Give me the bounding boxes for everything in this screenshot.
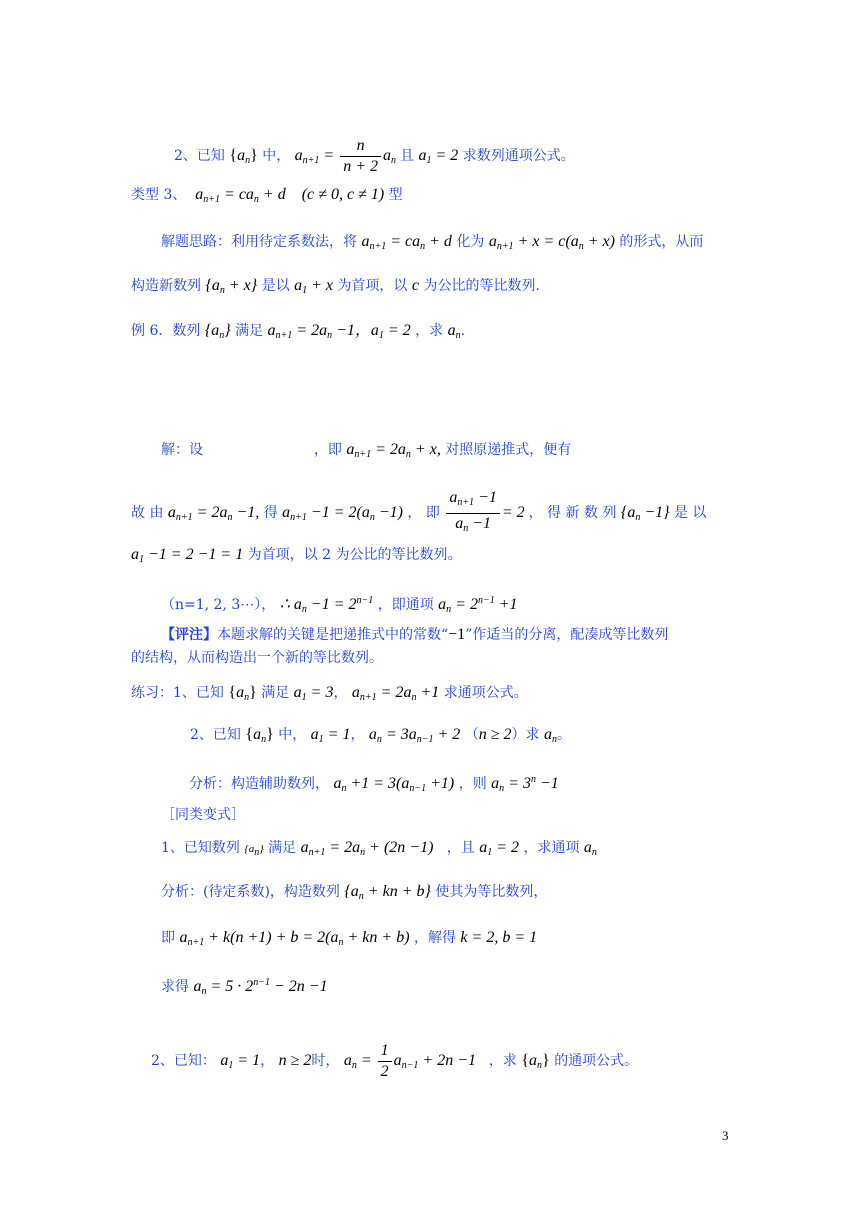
approach-line-1 — [161, 232, 703, 257]
formula-practice-analysis-2: $a_n = 3^n -1$ — [491, 774, 559, 794]
variant-1-analysis — [161, 882, 547, 907]
practice-1-text-b: 满足 — [261, 685, 290, 701]
type3-xing: 型 — [388, 187, 403, 203]
formula-practice-2a: $a_1 = 1$ — [310, 726, 351, 745]
solution-text-d2: 得 — [263, 505, 278, 522]
comment-tag: 【评注】 — [161, 627, 217, 643]
formula-an-3: $a_n$ — [583, 839, 597, 858]
problem-2-label: 2、已知 — [174, 148, 225, 165]
practice-line-2 — [190, 725, 571, 750]
formula-variant-2a: $a_1 = 1$ — [220, 1052, 261, 1072]
variant-2-comma: ， — [260, 1053, 275, 1070]
solution-line-2 — [131, 488, 706, 539]
formula-an-2: $a_n$ — [543, 726, 557, 745]
solution-line-3 — [131, 545, 461, 570]
formula-set-an-3: $\{a_n\}$ — [228, 684, 257, 703]
solution-text-d4: ， 得 新 数 列 — [528, 505, 617, 522]
formula-variant-1f: $a_n = 5 \cdot 2^{n-1} - 2n -1$ — [193, 977, 328, 997]
solution-line-1 — [161, 440, 571, 465]
formula-a1-eq-2: $a_1 = 2$ — [418, 147, 459, 167]
formula-type3: $a_{n+1} = ca_n + d$ (c ≠ 0, c ≠ 1) — [195, 186, 385, 205]
formula-set-an-4: $\{a_n\}$ — [245, 726, 274, 745]
comment-text-3: 的结构，从而构造出一个新的等比数列。 — [131, 650, 383, 666]
solution-text-a: 解：设 — [161, 442, 203, 458]
formula-solution-5: ∴ $a_n -1 = 2^{n-1}$ — [279, 595, 374, 615]
formula-solution-2: $a_{n+1} = 2a_n -1$, — [167, 504, 260, 524]
formula-c: c — [411, 277, 419, 294]
practice-line-1 — [131, 683, 528, 708]
solution-text-b: ，即 — [313, 442, 342, 458]
solution-text-d5: 是 以 — [673, 505, 707, 522]
formula-variant-2b: n ≥ 2 — [278, 1052, 312, 1070]
formula-variant-1a: $a_{n+1} = 2a_n + (2n -1)$ — [300, 839, 434, 858]
formula-set-an: $\{a_n\}$ — [229, 147, 258, 167]
formula-solution-ratio: $\frac{a_{n+1} -1}{a_n -1}$ = 2 — [444, 504, 528, 521]
formula-new-sequence: $\{a_n + x\}$ — [205, 277, 258, 296]
variant-1-analysis-text-b: 使其为等比数列， — [435, 884, 548, 900]
formula-variant-2c: $a_n$ = $\frac{1}{2}$ $a_{n-1} + 2n -1$ — [343, 1042, 476, 1080]
variant-1-text-c: ，且 — [446, 840, 475, 856]
approach-text-3: 的形式，从而 — [619, 234, 704, 250]
problem-2-zhong: 中， — [262, 148, 291, 165]
variant-1-identity-text-a: 即 — [161, 930, 175, 946]
practice-1-text-d: 求通项公式。 — [443, 685, 528, 701]
formula-practice-analysis-1: $a_n +1 = 3(a_{n-1} +1)$ — [333, 775, 455, 794]
comment-text-1: 本题求解的关键是把递推式中的常数“ — [217, 627, 449, 643]
approach-text-6: 为首项，以 — [337, 278, 408, 294]
formula-new-sequence-2: $\{a_n -1\}$ — [620, 504, 670, 524]
formula-variant-1e: k = 2, b = 1 — [460, 929, 538, 946]
type3-line — [131, 185, 403, 210]
variant-2-text-e: 的通项公式。 — [554, 1053, 639, 1070]
formula-practice-2c: n ≥ 2 — [478, 726, 512, 743]
formula-example-6: $a_{n+1} = 2a_n -1$，$a_1 = 2$ — [267, 322, 411, 341]
approach-text-5: 是以 — [261, 278, 290, 294]
practice-1-label: 练习：1、已知 — [131, 685, 224, 701]
variant-1-identity-text-b: ，解得 — [413, 930, 456, 946]
approach-text-7: 为公比的等比数列. — [423, 278, 540, 294]
approach-text-2: 化为 — [456, 234, 485, 250]
approach-line-2 — [131, 276, 540, 301]
formula-a1-plus-x: $a_1 + x$ — [294, 277, 333, 296]
formula-solution-6: $a_n = 2^{n-1} +1$ — [438, 595, 518, 615]
variant-1-line — [161, 838, 597, 863]
solution-text-d3: ， 即 — [407, 505, 440, 522]
variant-1-result — [161, 973, 328, 1002]
formula-practice-1a: $a_1 = 3$ — [293, 684, 334, 703]
formula-type3-repeat: $a_{n+1} = ca_n + d$ — [361, 233, 452, 252]
example-6-line — [131, 321, 465, 346]
variant-2-text-c: 时， — [311, 1053, 340, 1070]
solution-text-c: 对照原递推式，便有 — [445, 442, 572, 458]
practice-1-comma: ， — [333, 685, 348, 701]
variant-1-identity — [161, 928, 537, 953]
practice-2-comma: ， — [350, 727, 365, 743]
formula-variant-1b: $a_1 = 2$ — [479, 839, 519, 858]
solution-line-4 — [161, 591, 518, 620]
formula-transformed: $a_{n+1} + x = c(a_n + x)$ — [488, 233, 615, 252]
formula-recurrence-fraction: $a_{n+1}$ = $\frac{n}{n + 2}$ $a_n$ — [294, 137, 396, 175]
practice-analysis — [189, 770, 559, 799]
formula-variant-1d: $a_{n+1} + k(n +1) + b = 2(a_n$ + kn + b) — [179, 929, 410, 948]
approach-text-4: 构造新数列 — [131, 278, 201, 294]
comment-minus-one: −1 — [448, 626, 466, 643]
approach-text-1: 解题思路：利用待定系数法，将 — [161, 234, 357, 250]
variant-2-line — [151, 1041, 638, 1082]
solution-text-f2: ，即通项 — [377, 597, 434, 613]
practice-2-paren-open: （ — [464, 727, 479, 743]
solution-text-d1: 故 由 — [131, 505, 164, 522]
practice-analysis-text-b: ，则 — [458, 776, 487, 792]
comment-line-2 — [131, 648, 383, 668]
variant-1-label: 1、已知数列 — [161, 840, 240, 856]
example-6-text-c: ，求 — [415, 323, 444, 339]
solution-text-e: 为首项，以 2 为公比的等比数列。 — [247, 547, 462, 563]
example-6-text-b: 满足 — [235, 323, 264, 339]
example-6-period: . — [460, 323, 466, 339]
problem-2-qie: 且 — [400, 148, 414, 165]
formula-set-an-6: $\{a_n\}$ — [521, 1052, 550, 1072]
example-6-label: 例 6．数列 — [131, 323, 201, 339]
formula-an: $a_n$ — [447, 322, 461, 341]
formula-practice-2b: $a_n = 3a_{n-1} + 2$ — [368, 726, 461, 745]
practice-2-period: 。 — [556, 727, 571, 743]
practice-2-text-b: 中， — [278, 727, 307, 743]
solution-text-f1: （n=1, 2, 3⋯）， — [161, 597, 276, 613]
formula-set-an-2: $\{a_n\}$ — [204, 322, 231, 341]
variant-1-result-text: 求得 — [161, 979, 189, 995]
practice-2-label: 2、已知 — [190, 727, 241, 743]
formula-practice-1b: $a_{n+1} = 2a_n +1$ — [351, 684, 440, 703]
comment-line-1 — [161, 625, 668, 645]
variant-2-label: 2、已知： — [151, 1053, 216, 1070]
variant-1-text-b: 满足 — [268, 840, 297, 856]
variant-1-analysis-text-a: 分析：(待定系数)，构造数列 — [161, 884, 340, 900]
practice-analysis-text-a: 分析：构造辅助数列， — [189, 776, 329, 792]
formula-variant-1c: {$a_n$ + kn + b} — [344, 883, 431, 902]
page-number: 3 — [722, 1128, 729, 1143]
problem-2-line — [174, 136, 575, 177]
formula-set-an-5: $\{a_n\}$ — [244, 843, 264, 858]
formula-solution-3: $a_{n+1} -1 = 2(a_n -1)$ — [282, 504, 403, 524]
practice-2-text-e: ）求 — [511, 727, 540, 743]
formula-solution-4: $a_1 -1 = 2 -1 = 1$ — [131, 546, 244, 565]
variant-header: ［同类变式］ — [161, 807, 245, 823]
comment-text-2: ”作适当的分离，配凑成等比数列 — [465, 627, 669, 643]
variant-1-text-d: ，求通项 — [523, 840, 580, 856]
type3-label: 类型 3、 — [131, 187, 187, 203]
problem-2-ask: 求数列通项公式。 — [462, 148, 575, 165]
formula-solution-1: $a_{n+1} = 2a_n + x$, — [346, 441, 441, 460]
variant-2-text-d: ，求 — [488, 1053, 517, 1070]
